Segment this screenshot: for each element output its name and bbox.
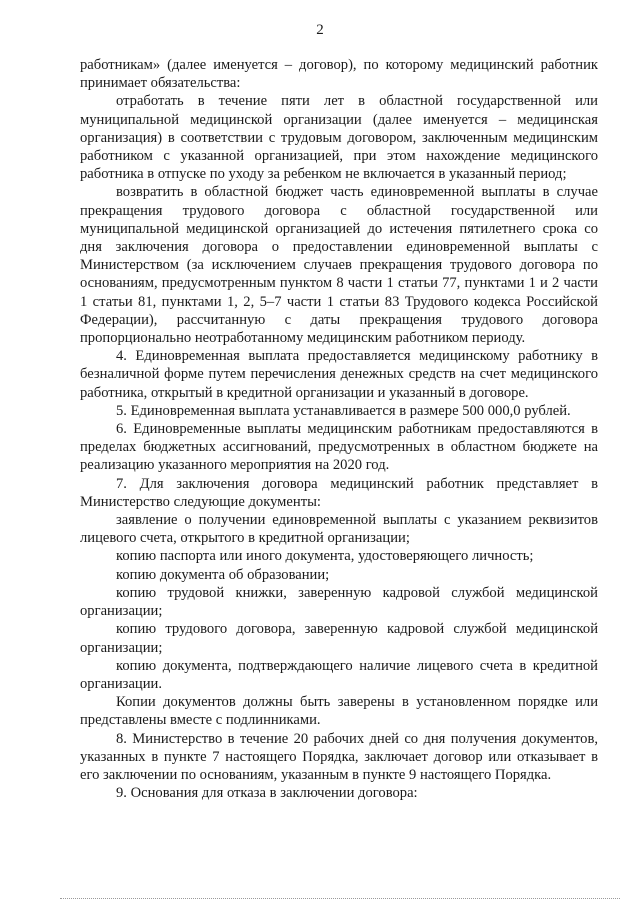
scan-bottom-edge	[60, 898, 620, 899]
list-item-employment-contract: копию трудового договора, заверенную кадровой службой медицинской организации;	[80, 621, 598, 656]
document-body	[80, 56, 598, 802]
paragraph-item-7: 7. Для заключения договора медицинский работник представляет в Министерство следующие документы:	[80, 475, 598, 510]
paragraph-obligation-refund: возвратить в областной бюджет часть единовременной выплаты в случае прекращения трудового договора с областной государственной или муниципальной медицинской организацией до истечения пятилетнего срока со дня заключения договора о предоставлении единовременной выплаты с Министерством (за исключением случаев прекращения трудового договора по основаниям, предусмотренным пунктом 8 части 1 статьи 77, пунктами 1 и 2 части 1 статьи 81, пунктами 1, 2, 5–7 части 1 статьи 83 Трудового кодекса Российской Федерации), рассчитанную с даты прекращения трудового договора пропорционально неотработанному медицинским работником периоду.	[80, 184, 598, 347]
paragraph-obligation-work: отработать в течение пяти лет в областной государственной или муниципальной медицинской организации (далее именуется – медицинская организация) в соответствии с трудовым договором, заключенным медицинским работником с указанной организацией, при этом нахождение медицинского работника в отпуске по уходу за ребенком не включается в указанный период;	[80, 93, 598, 183]
paragraph-copies-note: Копии документов должны быть заверены в установленном порядке или представлены вместе с подлинниками.	[80, 694, 598, 729]
list-item-work-book: копию трудовой книжки, заверенную кадровой службой медицинской организации;	[80, 584, 598, 620]
paragraph-item-4: 4. Единовременная выплата предоставляется медицинскому работнику в безналичной форме путем перечисления денежных средств на счет медицинского работника, открытый в кредитной организации и указанный в договоре.	[80, 348, 598, 401]
list-item-account-document: копию документа, подтверждающего наличие лицевого счета в кредитной организации.	[80, 657, 598, 692]
list-item-passport: копию паспорта или иного документа, удостоверяющего личность;	[116, 548, 534, 565]
list-item-education: копию документа об образовании;	[116, 566, 330, 583]
paragraph-continuation: работникам» (далее именуется – договор), по которому медицинский работник принимает обязательства:	[80, 57, 598, 92]
paragraph-item-6: 6. Единовременные выплаты медицинским работникам предоставляются в пределах бюджетных ассигнований, предусмотренных в областном бюджете на реализацию указанного мероприятия на 2020 год.	[80, 421, 598, 474]
paragraph-item-8: 8. Министерство в течение 20 рабочих дней со дня получения документов, указанных в пункте 7 настоящего Порядка, заключает договор или отказывает в его заключении по основаниям, указанным в пункте 9 настоящего Порядка.	[80, 730, 598, 783]
paragraph-item-5: 5. Единовременная выплата устанавливается в размере 500 000,0 рублей.	[116, 402, 571, 419]
page-number: 2	[316, 22, 324, 38]
list-item-application: заявление о получении единовременной выплаты с указанием реквизитов лицевого счета, открытого в кредитной организации;	[80, 512, 598, 547]
paragraph-item-9: 9. Основания для отказа в заключении договора:	[116, 785, 418, 802]
